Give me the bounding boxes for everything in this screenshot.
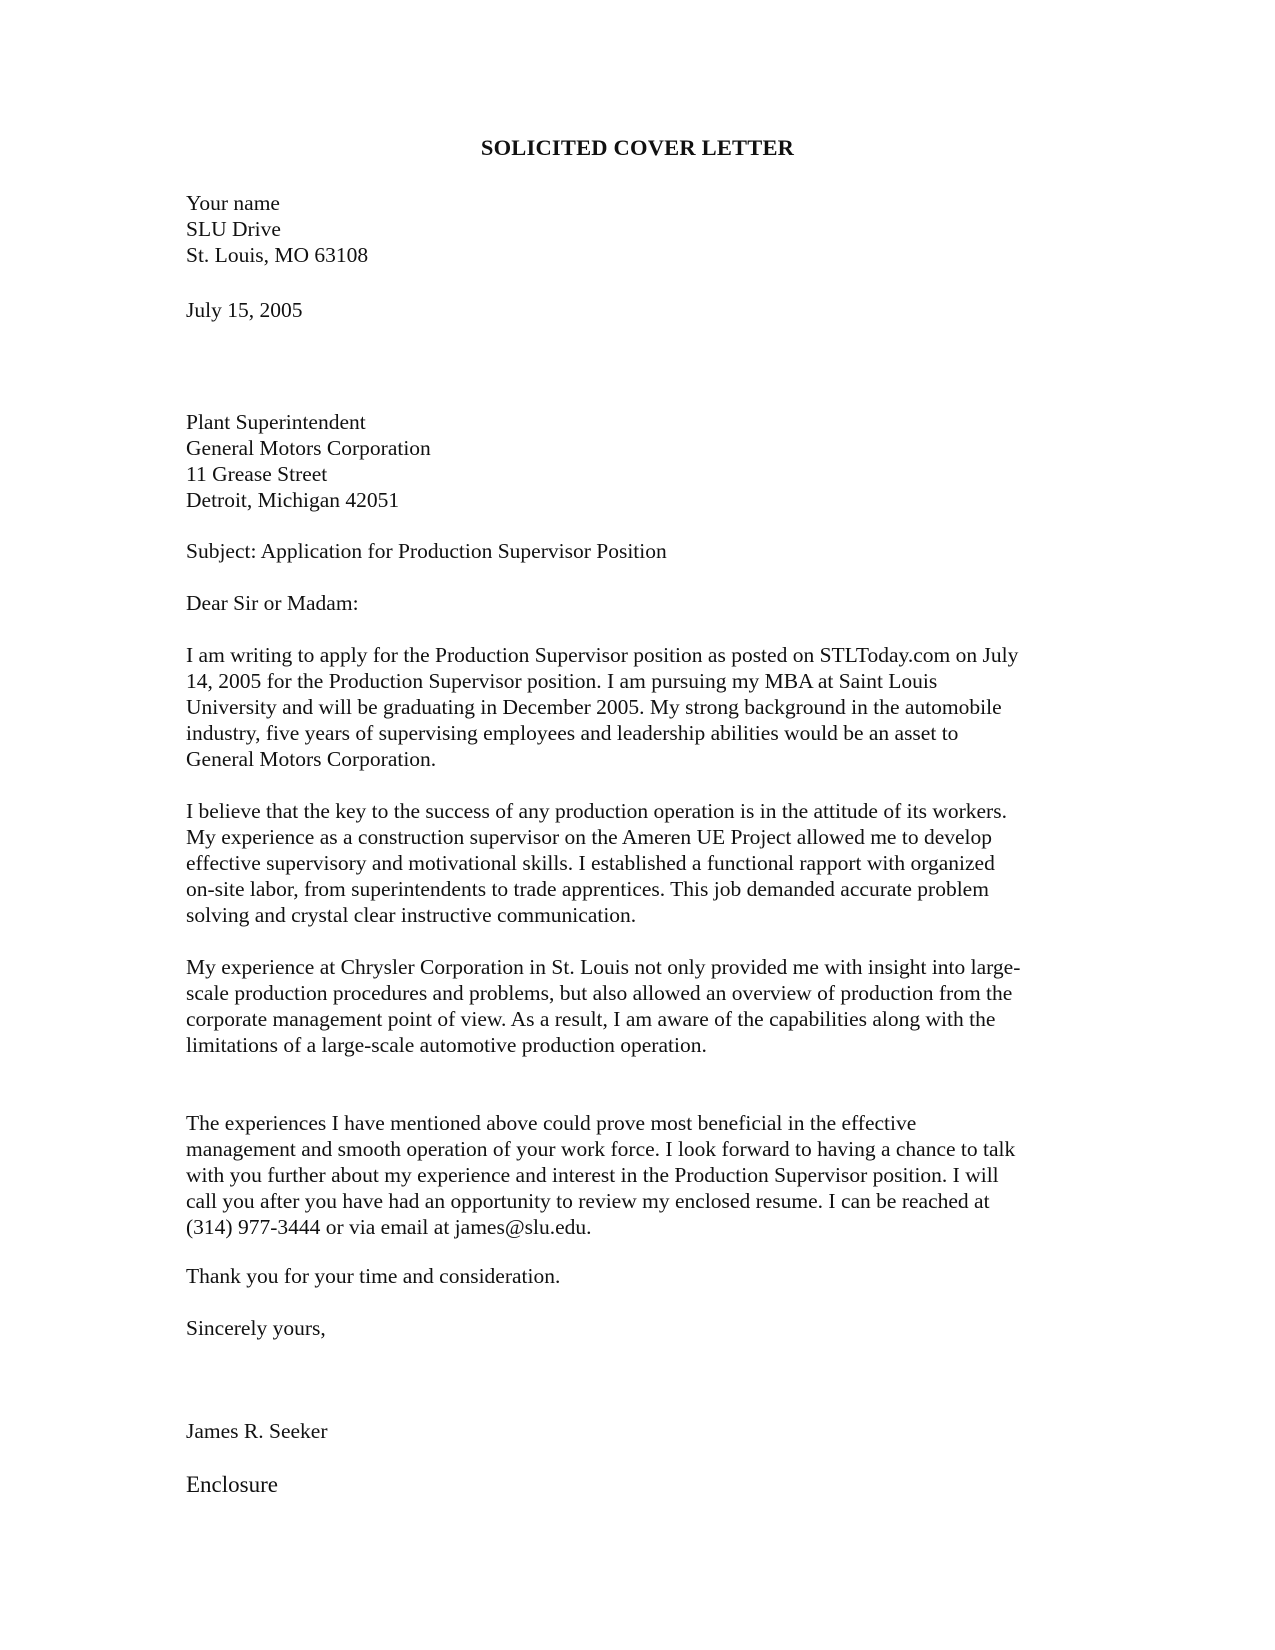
paragraph-line: on-site labor, from superintendents to trade apprentices. This job demanded accurate problem	[186, 877, 989, 901]
body-paragraph-3	[186, 954, 1086, 1058]
sender-name: Your name	[186, 191, 280, 215]
thanks-line	[186, 1263, 1086, 1289]
paragraph-line: (314) 977-3444 or via email at james@slu.edu.	[186, 1215, 592, 1239]
paragraph-line: scale production procedures and problems, but also allowed an overview of production from the	[186, 981, 1013, 1005]
recipient-street: 11 Grease Street	[186, 462, 328, 486]
salutation	[186, 590, 1086, 616]
body-paragraph-4	[186, 1110, 1086, 1240]
body-paragraph-2	[186, 798, 1086, 928]
subject-text: Subject: Application for Production Supervisor Position	[186, 539, 667, 563]
paragraph-line: I believe that the key to the success of any production operation is in the attitude of its workers.	[186, 799, 1007, 823]
closing	[186, 1315, 1086, 1341]
paragraph-line: call you after you have had an opportunity to review my enclosed resume. I can be reached at	[186, 1189, 990, 1213]
salutation-text: Dear Sir or Madam:	[186, 591, 359, 615]
paragraph-line: My experience at Chrysler Corporation in St. Louis not only provided me with insight into large-	[186, 955, 1021, 979]
paragraph-line: The experiences I have mentioned above could prove most beneficial in the effective	[186, 1111, 917, 1135]
paragraph-line: University and will be graduating in December 2005. My strong background in the automobile	[186, 695, 1002, 719]
closing-text: Sincerely yours,	[186, 1316, 326, 1340]
paragraph-line: General Motors Corporation.	[186, 747, 437, 771]
letter-date	[186, 297, 1086, 323]
sender-address	[186, 190, 1086, 268]
sender-street: SLU Drive	[186, 217, 281, 241]
sender-city-state-zip: St. Louis, MO 63108	[186, 243, 369, 267]
recipient-address	[186, 409, 1086, 513]
letter-title: SOLICITED COVER LETTER	[480, 135, 795, 160]
subject-line	[186, 538, 1086, 564]
paragraph-line: My experience as a construction supervisor on the Ameren UE Project allowed me to develop	[186, 825, 993, 849]
signature-name	[186, 1418, 1086, 1444]
enclosure-text: Enclosure	[186, 1472, 278, 1497]
paragraph-line: industry, five years of supervising employees and leadership abilities would be an asset to	[186, 721, 959, 745]
paragraph-line: corporate management point of view. As a result, I am aware of the capabilities along with the	[186, 1007, 996, 1031]
paragraph-line: management and smooth operation of your work force. I look forward to having a chance to talk	[186, 1137, 1016, 1161]
enclosure-note	[186, 1470, 1086, 1500]
paragraph-line: effective supervisory and motivational skills. I established a functional rapport with organized	[186, 851, 995, 875]
body-paragraph-1	[186, 642, 1086, 772]
paragraph-line: limitations of a large-scale automotive production operation.	[186, 1033, 707, 1057]
date-text: July 15, 2005	[186, 298, 303, 322]
signature-text: James R. Seeker	[186, 1419, 328, 1443]
thanks-text: Thank you for your time and consideration.	[186, 1264, 561, 1288]
paragraph-line: I am writing to apply for the Production Supervisor position as posted on STLToday.com on July	[186, 643, 1019, 667]
paragraph-line: 14, 2005 for the Production Supervisor position. I am pursuing my MBA at Saint Louis	[186, 669, 938, 693]
paragraph-line: solving and crystal clear instructive communication.	[186, 903, 637, 927]
recipient-title: Plant Superintendent	[186, 410, 366, 434]
recipient-city-state-zip: Detroit, Michigan 42051	[186, 488, 400, 512]
recipient-company: General Motors Corporation	[186, 436, 431, 460]
paragraph-line: with you further about my experience and interest in the Production Supervisor position. I will	[186, 1163, 999, 1187]
